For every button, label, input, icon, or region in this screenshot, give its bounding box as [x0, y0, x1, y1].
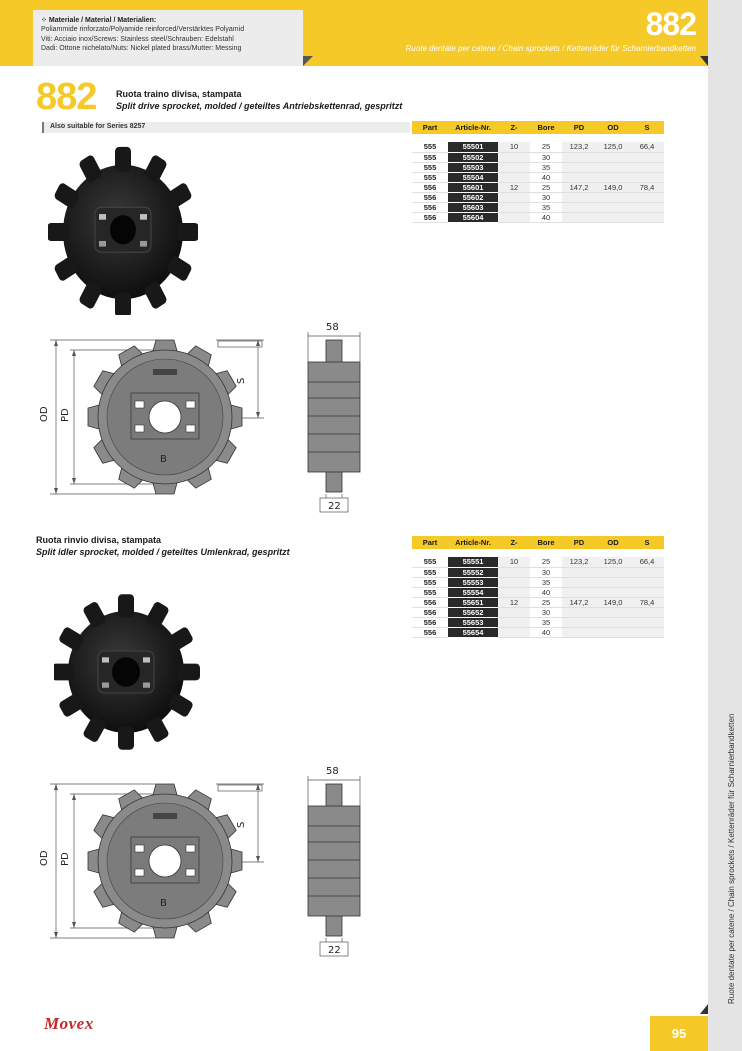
movex-logo: Movex	[44, 1014, 94, 1033]
col-bore: Bore	[530, 121, 562, 134]
side-view	[308, 784, 360, 936]
cell-pd	[562, 617, 596, 627]
spec-table-idler	[412, 536, 664, 638]
cell-z	[498, 172, 530, 182]
cell-article: 55652	[448, 607, 498, 617]
cell-s	[630, 567, 664, 577]
cell-bore: 30	[530, 192, 562, 202]
side-view	[308, 340, 360, 492]
cell-s: 66,4	[630, 142, 664, 152]
cell-bore: 30	[530, 567, 562, 577]
side-band	[708, 0, 742, 1051]
cell-od	[596, 577, 630, 587]
cell-part: 556	[412, 617, 448, 627]
cell-pd	[562, 212, 596, 222]
col-article: Article-Nr.	[448, 536, 498, 549]
label-width-total: 58	[326, 322, 339, 333]
cell-z	[498, 577, 530, 587]
cell-bore: 35	[530, 162, 562, 172]
cell-od	[596, 192, 630, 202]
cell-bore: 40	[530, 212, 562, 222]
cell-z: 12	[498, 597, 530, 607]
cell-bore: 25	[530, 182, 562, 192]
label-s: S	[236, 821, 247, 828]
cell-article: 55651	[448, 597, 498, 607]
table-row	[412, 162, 664, 172]
cell-article: 55653	[448, 617, 498, 627]
table-row	[412, 577, 664, 587]
cell-z	[498, 192, 530, 202]
cell-article: 55504	[448, 172, 498, 182]
front-view	[88, 784, 242, 938]
cell-z: 10	[498, 142, 530, 152]
table-header-row	[412, 536, 664, 549]
cell-part: 556	[412, 192, 448, 202]
cell-s	[630, 172, 664, 182]
cell-z: 10	[498, 557, 530, 567]
table-row	[412, 172, 664, 182]
cell-z	[498, 567, 530, 577]
cell-od	[596, 162, 630, 172]
cell-pd	[562, 607, 596, 617]
cell-part: 555	[412, 162, 448, 172]
cell-z	[498, 587, 530, 597]
cell-part: 556	[412, 627, 448, 637]
series-number: 882	[645, 6, 696, 42]
cell-article: 55552	[448, 567, 498, 577]
table-row	[412, 192, 664, 202]
cell-pd	[562, 567, 596, 577]
cell-part: 555	[412, 587, 448, 597]
cell-s: 66,4	[630, 557, 664, 567]
label-od: OD	[39, 406, 50, 422]
col-part: Part	[412, 536, 448, 549]
cell-article: 55603	[448, 202, 498, 212]
table-row	[412, 202, 664, 212]
cell-pd	[562, 202, 596, 212]
cell-pd	[562, 577, 596, 587]
cell-article: 55553	[448, 577, 498, 587]
cell-bore: 25	[530, 142, 562, 152]
cell-s	[630, 587, 664, 597]
cell-bore: 25	[530, 597, 562, 607]
spec-table-drive	[412, 121, 664, 223]
col-s: S	[630, 121, 664, 134]
section-subtitle: Split drive sprocket, molded / geteiltes Antriebskettenrad, gespritzt	[116, 101, 403, 111]
cell-pd	[562, 627, 596, 637]
cell-od: 149,0	[596, 597, 630, 607]
cell-bore: 40	[530, 587, 562, 597]
cell-s	[630, 607, 664, 617]
cell-z	[498, 617, 530, 627]
cell-z	[498, 212, 530, 222]
cell-s: 78,4	[630, 597, 664, 607]
label-b: B	[160, 454, 167, 465]
materials-line: Dadi: Ottone nichelato/Nuts: Nickel plated brass/Mutter: Messing	[41, 45, 242, 53]
suitability-note: Also suitable for Series 8257	[42, 122, 410, 133]
cell-article: 55602	[448, 192, 498, 202]
cell-pd	[562, 162, 596, 172]
cell-part: 556	[412, 202, 448, 212]
cell-od	[596, 627, 630, 637]
cell-z	[498, 627, 530, 637]
col-bore: Bore	[530, 536, 562, 549]
cell-s	[630, 617, 664, 627]
cell-pd	[562, 152, 596, 162]
cell-bore: 30	[530, 607, 562, 617]
table-row	[412, 567, 664, 577]
cell-od	[596, 152, 630, 162]
col-pd: PD	[562, 536, 596, 549]
cell-bore: 25	[530, 557, 562, 567]
table-row	[412, 182, 664, 192]
materials-line: Viti: Acciaio inox/Screws: Stainless steel/Schrauben: Edelstahl	[41, 35, 234, 43]
cell-z: 12	[498, 182, 530, 192]
cell-od	[596, 567, 630, 577]
cell-s	[630, 192, 664, 202]
cell-od	[596, 607, 630, 617]
cell-s	[630, 627, 664, 637]
col-z: Z-	[498, 121, 530, 134]
table-spacer-row	[412, 134, 664, 142]
cell-bore: 30	[530, 152, 562, 162]
table-row	[412, 587, 664, 597]
cell-bore: 40	[530, 172, 562, 182]
cell-s: 78,4	[630, 182, 664, 192]
label-s: S	[236, 377, 247, 384]
cell-pd	[562, 192, 596, 202]
cell-part: 556	[412, 607, 448, 617]
cell-z	[498, 162, 530, 172]
corner-mark	[700, 1004, 708, 1014]
cell-s	[630, 212, 664, 222]
cell-pd	[562, 587, 596, 597]
cell-pd: 147,2	[562, 597, 596, 607]
col-od: OD	[596, 121, 630, 134]
section-title: Ruota traino divisa, stampata	[116, 89, 242, 99]
cell-s	[630, 152, 664, 162]
cell-z	[498, 152, 530, 162]
technical-drawing-idler	[36, 762, 376, 962]
col-article: Article-Nr.	[448, 121, 498, 134]
cell-part: 556	[412, 597, 448, 607]
cell-part: 556	[412, 182, 448, 192]
cell-z	[498, 607, 530, 617]
technical-drawing-drive	[36, 318, 376, 518]
label-width-hub: 22	[328, 501, 341, 512]
table-row	[412, 142, 664, 152]
page-number: 95	[650, 1016, 708, 1051]
cell-od	[596, 212, 630, 222]
col-pd: PD	[562, 121, 596, 134]
header-subtitle: Ruote dentate per catene / Chain sprockets / Kettenräder für Scharnierbandketten	[405, 44, 696, 53]
col-s: S	[630, 536, 664, 549]
sprocket-photo-drive	[48, 140, 198, 315]
materials-box	[33, 10, 303, 66]
cell-article: 55503	[448, 162, 498, 172]
table-row	[412, 617, 664, 627]
label-b: B	[160, 898, 167, 909]
cell-bore: 35	[530, 577, 562, 587]
cell-s	[630, 162, 664, 172]
table-row	[412, 597, 664, 607]
cell-od: 125,0	[596, 557, 630, 567]
cell-article: 55551	[448, 557, 498, 567]
label-pd: PD	[60, 408, 71, 422]
cell-od	[596, 617, 630, 627]
col-z: Z-	[498, 536, 530, 549]
front-view	[88, 340, 242, 494]
cell-bore: 35	[530, 202, 562, 212]
label-od: OD	[39, 850, 50, 866]
cell-pd	[562, 172, 596, 182]
materials-heading: ⁘ Materiale / Material / Materialien:	[41, 17, 157, 24]
cell-od	[596, 172, 630, 182]
cell-article: 55501	[448, 142, 498, 152]
label-pd: PD	[60, 852, 71, 866]
sprocket-photo-idler	[54, 590, 204, 750]
table-header-row	[412, 121, 664, 134]
table-row	[412, 212, 664, 222]
cell-pd: 123,2	[562, 557, 596, 567]
label-width-hub: 22	[328, 945, 341, 956]
cell-bore: 40	[530, 627, 562, 637]
sprocket-body	[48, 147, 198, 315]
corner-mark	[700, 56, 708, 66]
cell-od: 125,0	[596, 142, 630, 152]
corner-mark	[303, 56, 313, 66]
cell-od	[596, 202, 630, 212]
table-spacer-row	[412, 549, 664, 557]
cell-article: 55604	[448, 212, 498, 222]
table-row	[412, 557, 664, 567]
header-band	[0, 0, 708, 66]
col-part: Part	[412, 121, 448, 134]
table-row	[412, 607, 664, 617]
cell-pd: 123,2	[562, 142, 596, 152]
cell-part: 555	[412, 567, 448, 577]
section-title: Ruota rinvio divisa, stampata	[36, 535, 162, 545]
cell-article: 55654	[448, 627, 498, 637]
cell-part: 555	[412, 152, 448, 162]
table-row	[412, 152, 664, 162]
cell-z	[498, 202, 530, 212]
col-od: OD	[596, 536, 630, 549]
cell-article: 55601	[448, 182, 498, 192]
side-label: Ruote dentate per catene / Chain sprockets / Kettenräder für Scharnierbandketten	[727, 713, 736, 1004]
cell-pd: 147,2	[562, 182, 596, 192]
cell-article: 55502	[448, 152, 498, 162]
cell-part: 555	[412, 557, 448, 567]
materials-line: Poliammide rinforzato/Polyamide reinforced/Verstärktes Polyamid	[41, 26, 245, 34]
section-subtitle: Split idler sprocket, molded / geteiltes Umlenkrad, gespritzt	[36, 547, 290, 557]
cell-od	[596, 587, 630, 597]
cell-od: 149,0	[596, 182, 630, 192]
table-row	[412, 627, 664, 637]
cell-part: 556	[412, 212, 448, 222]
cell-part: 555	[412, 577, 448, 587]
section-number: 882	[36, 76, 97, 118]
cell-bore: 35	[530, 617, 562, 627]
cell-s	[630, 577, 664, 587]
cell-part: 555	[412, 172, 448, 182]
cell-part: 555	[412, 142, 448, 152]
label-width-total: 58	[326, 766, 339, 777]
cell-s	[630, 202, 664, 212]
cell-article: 55554	[448, 587, 498, 597]
